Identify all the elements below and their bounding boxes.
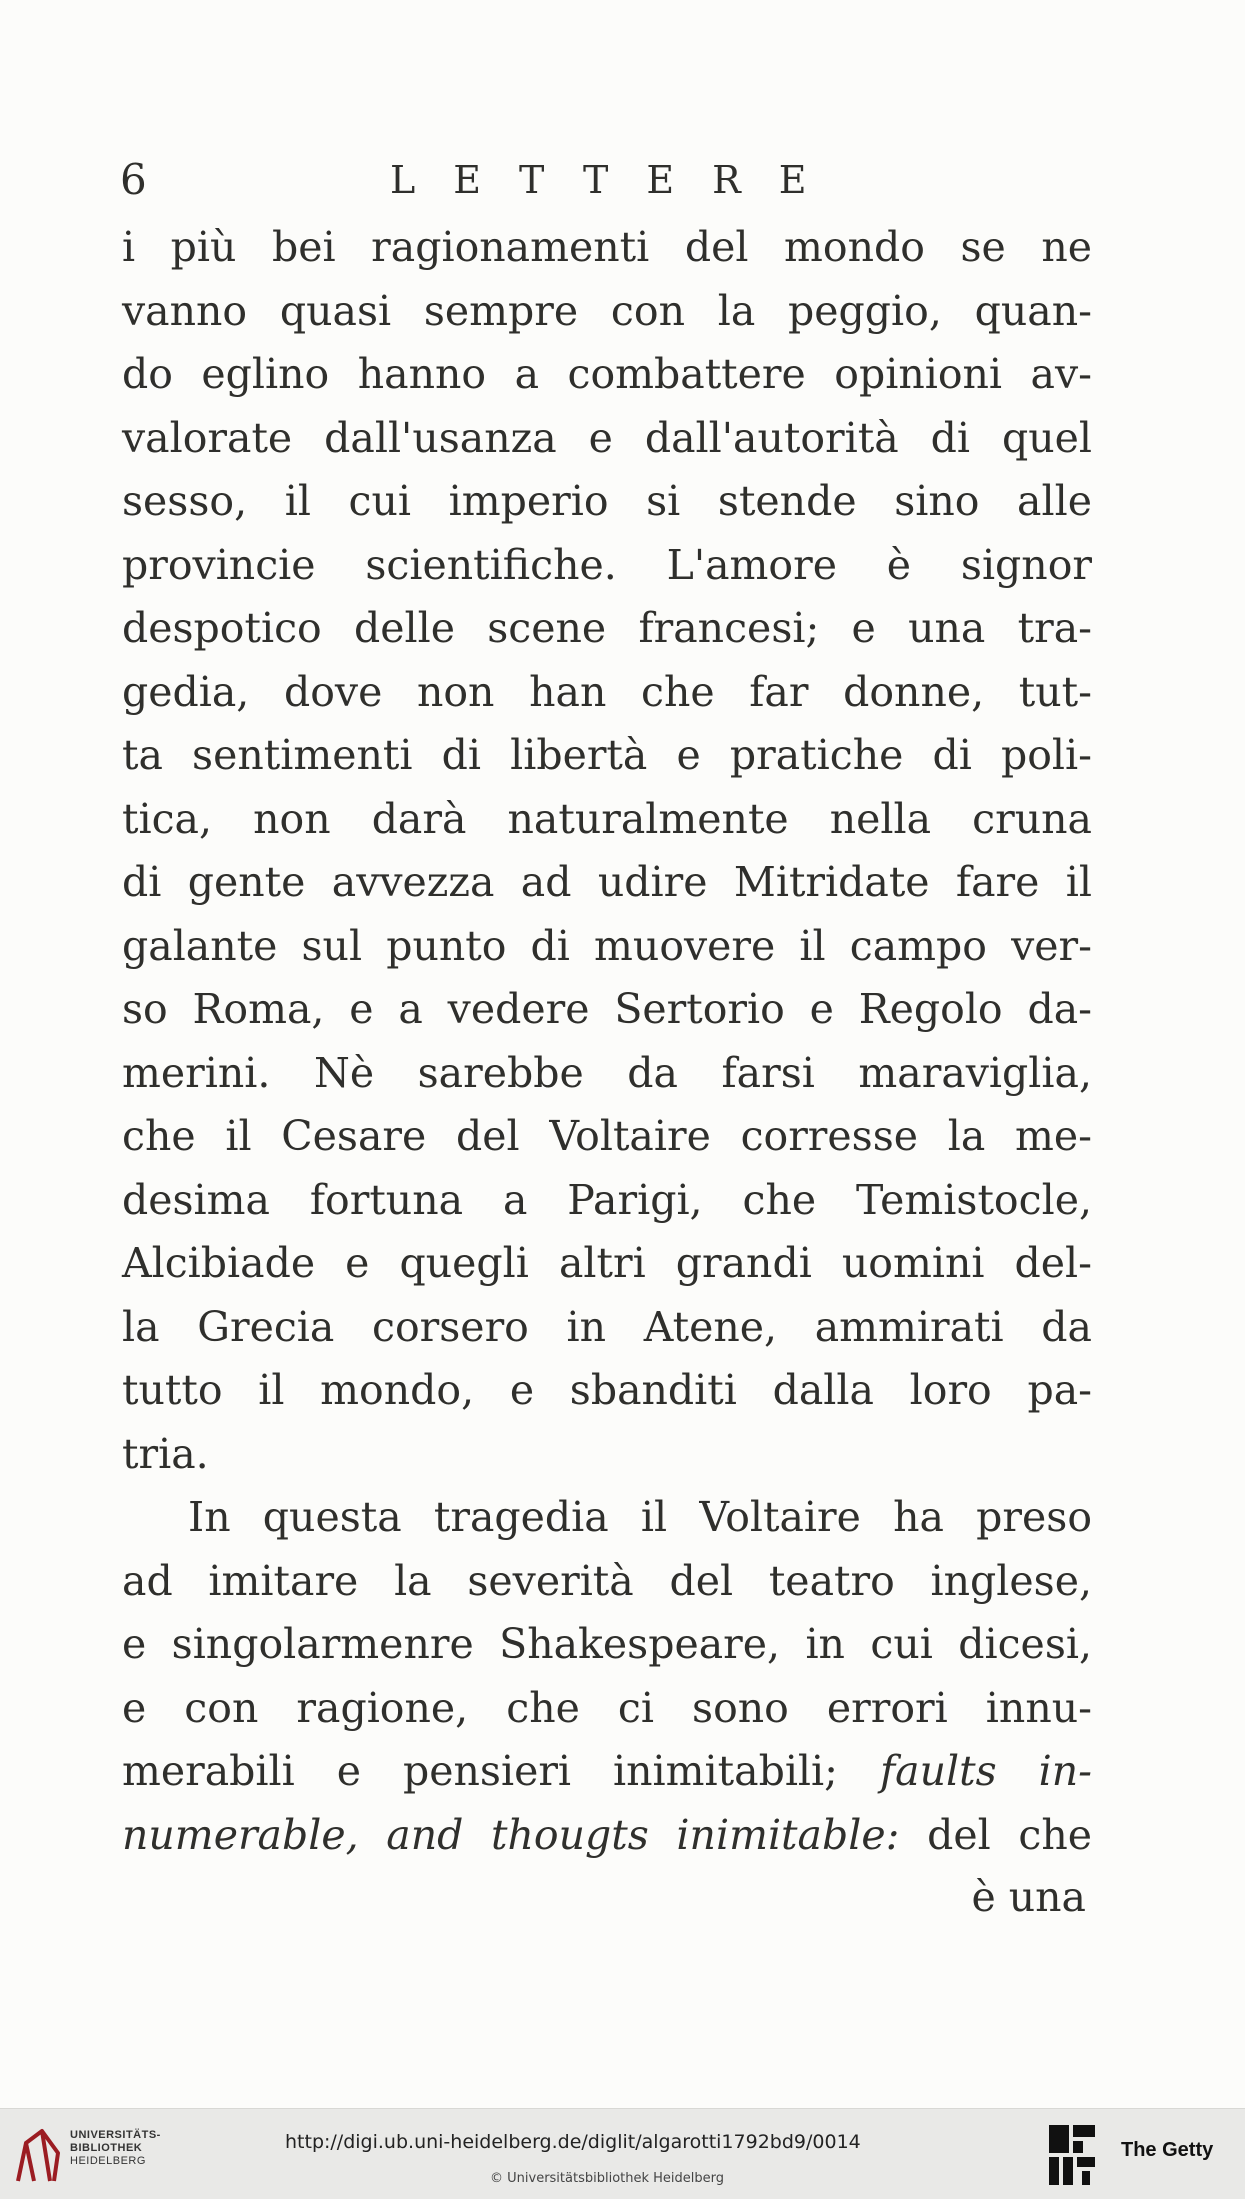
ub-heidelberg-logo-icon[interactable] — [12, 2123, 64, 2187]
text-line: do eglino hanno a combattere opinioni av- — [122, 350, 1092, 398]
text-line: tica, non darà naturalmente nella cruna — [122, 794, 1092, 843]
text-line-mixed — [122, 1740, 1092, 1804]
italic-segment: numerable, and thougts inimitable: — [122, 1810, 900, 1859]
text-line: di gente avvezza ad udire Mitridate fare il — [122, 858, 1092, 906]
text-line: desima fortuna a Parigi, che Temistocle, — [122, 1175, 1092, 1224]
text-line: tutto il mondo, e sbanditi dalla loro pa- — [122, 1366, 1092, 1414]
getty-logo-icon[interactable] — [1047, 2123, 1099, 2187]
text-line: e singolarmenre Shakespeare, in cui dicesi, — [122, 1620, 1092, 1668]
text-line: merini. Nè sarebbe da farsi maraviglia, — [122, 1048, 1092, 1097]
text-line: Alcibiade e quegli altri grandi uomini del- — [122, 1239, 1092, 1287]
library-name-line: UNIVERSITÄTS- — [70, 2129, 161, 2141]
running-title: LETTERE — [390, 158, 845, 202]
italic-segment: faults in- — [879, 1747, 1092, 1795]
text-line: vanno quasi sempre con la peggio, quan- — [122, 286, 1092, 335]
permalink-url[interactable]: http://digi.ub.uni-heidelberg.de/diglit/algarotti1792bd9/0014 — [285, 2131, 861, 2153]
text-line-mixed — [122, 1804, 1092, 1868]
text-line: i più bei ragionamenti del mondo se ne — [122, 223, 1092, 271]
text-line: In questa tragedia il Voltaire ha preso — [188, 1493, 1092, 1541]
library-name-line: HEIDELBERG — [70, 2155, 146, 2167]
text-line: sesso, il cui imperio si stende sino alle — [122, 477, 1092, 525]
text-line: valorate dall'usanza e dall'autorità di quel — [122, 413, 1092, 462]
text-segment: del che — [927, 1810, 1092, 1859]
page-header — [120, 150, 1100, 210]
catchword: è una — [971, 1873, 1086, 1921]
partner-name: The Getty — [1121, 2139, 1214, 2161]
text-line: tria. — [122, 1429, 209, 1478]
page-number: 6 — [120, 155, 147, 204]
text-line: galante sul punto di muovere il campo ver- — [122, 921, 1092, 970]
copyright-notice: © Universitätsbibliothek Heidelberg — [490, 2171, 725, 2186]
text-line: ad imitare la severità del teatro inglese, — [122, 1556, 1092, 1605]
text-line: despotico delle scene francesi; e una tra- — [122, 604, 1092, 652]
text-line: ta sentimenti di libertà e pratiche di poli- — [122, 731, 1092, 779]
text-line: la Grecia corsero in Atene, ammirati da — [122, 1302, 1092, 1351]
library-name — [70, 2129, 161, 2168]
body-text — [122, 216, 1092, 1927]
text-line: so Roma, e a vedere Sertorio e Regolo da- — [122, 985, 1092, 1033]
text-line: provincie scientifiche. L'amore è signor — [122, 540, 1092, 589]
library-name-line: BIBLIOTHEK — [70, 2142, 143, 2154]
text-segment: merabili e pensieri inimitabili; — [122, 1747, 838, 1795]
text-line: gedia, dove non han che far donne, tut- — [122, 667, 1092, 716]
text-line: che il Cesare del Voltaire corresse la me- — [122, 1112, 1092, 1160]
viewer-footer — [0, 2108, 1245, 2199]
text-line: e con ragione, che ci sono errori innu- — [122, 1683, 1092, 1732]
